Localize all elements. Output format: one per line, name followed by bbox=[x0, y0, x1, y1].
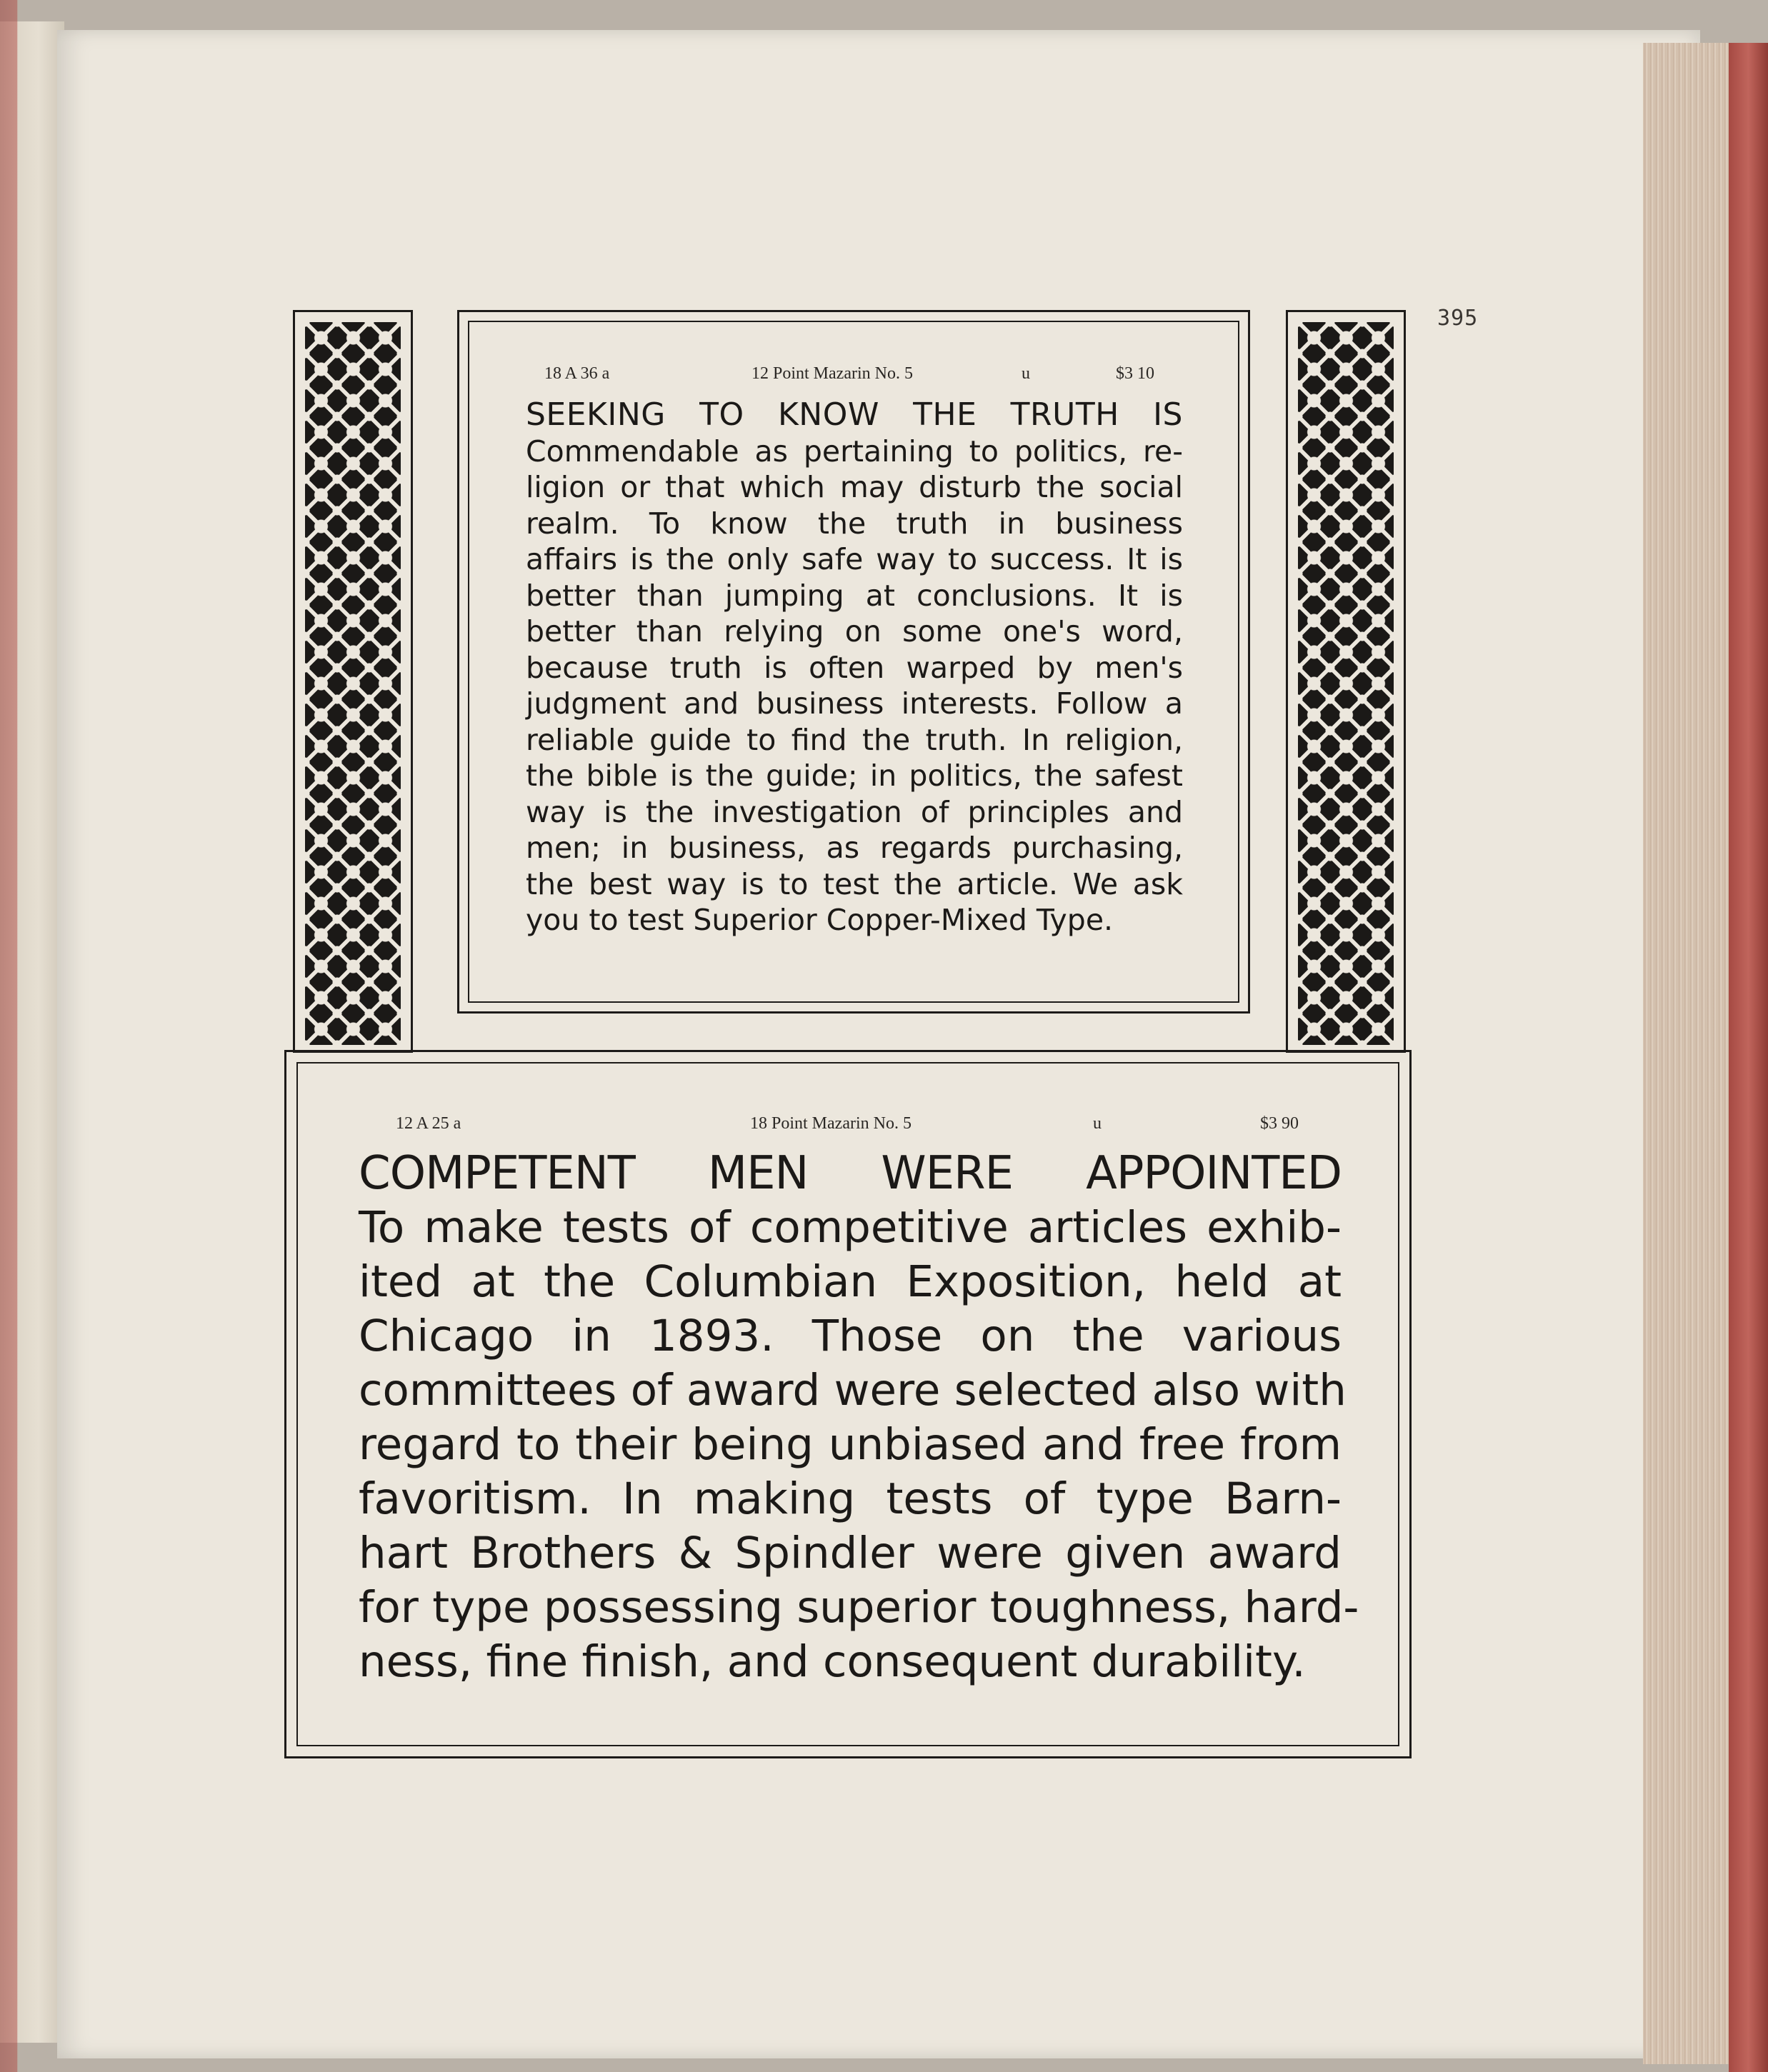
specimen-2-line: COMPETENT MEN WERE APPOINTED bbox=[359, 1147, 1342, 1200]
ornament-border-right bbox=[1286, 310, 1406, 1053]
specimen-1-mark: u bbox=[1022, 364, 1030, 383]
specimen-2-line: hart Brothers & Spindler were given award bbox=[359, 1528, 1342, 1578]
specimen-1-line: reliable guide to find the truth. In religion, bbox=[526, 722, 1183, 757]
specimen-1-line: because truth is often warped by men's bbox=[526, 650, 1183, 685]
specimen-2-mark: u bbox=[1093, 1114, 1102, 1133]
specimen-2-line: for type possessing superior toughness, hard- bbox=[359, 1582, 1359, 1633]
specimen-2-name: 18 Point Mazarin No. 5 bbox=[750, 1114, 912, 1133]
specimen-1-line: the best way is to test the article. We ask bbox=[526, 866, 1183, 901]
specimen-2-price: $3 90 bbox=[1260, 1114, 1299, 1133]
specimen-2-line: ness, fine finish, and consequent durability. bbox=[359, 1636, 1306, 1687]
specimen-1-line: Commendable as pertaining to politics, re- bbox=[526, 434, 1183, 469]
right-cover-edge bbox=[1729, 43, 1768, 2072]
ornament-pattern-left bbox=[305, 322, 401, 1045]
specimen-1-line: better than jumping at conclusions. It is bbox=[526, 578, 1183, 613]
specimen-1-line: the bible is the guide; in politics, the safest bbox=[526, 759, 1183, 793]
page-number: 395 bbox=[1437, 306, 1479, 331]
page-stack-edge bbox=[1643, 43, 1729, 2064]
specimen-1-line: men; in business, as regards purchasing, bbox=[526, 831, 1183, 865]
specimen-1-name: 12 Point Mazarin No. 5 bbox=[751, 364, 913, 383]
specimen-2-line: Chicago in 1893. Those on the various bbox=[359, 1311, 1342, 1361]
specimen-1-line: SEEKING TO KNOW THE TRUTH IS bbox=[526, 396, 1183, 433]
specimen-2-line: ited at the Columbian Exposition, held at bbox=[359, 1256, 1342, 1307]
ornament-border-left bbox=[293, 310, 413, 1053]
specimen-1-sample-text bbox=[526, 397, 1183, 939]
specimen-1-line: better than relying on some one's word, bbox=[526, 614, 1183, 649]
specimen-2-sample-text bbox=[359, 1146, 1359, 1689]
left-cover-edge bbox=[0, 0, 43, 2072]
specimen-2-line: favoritism. In making tests of type Barn- bbox=[359, 1473, 1342, 1524]
specimen-2-line: regard to their being unbiased and free from bbox=[359, 1419, 1342, 1470]
specimen-1-line: way is the investigation of principles and bbox=[526, 794, 1183, 829]
specimen-1-line: you to test Superior Copper-Mixed Type. bbox=[526, 903, 1114, 937]
specimen-1-line: realm. To know the truth in business bbox=[526, 506, 1183, 541]
specimen-1-line: ligion or that which may disturb the social bbox=[526, 470, 1183, 504]
specimen-1-price: $3 10 bbox=[1116, 364, 1154, 383]
ornament-pattern-right bbox=[1298, 322, 1394, 1045]
specimen-1-line: affairs is the only safe way to success. It is bbox=[526, 542, 1183, 576]
specimen-1-quantity: 18 A 36 a bbox=[544, 364, 610, 383]
specimen-1-line: judgment and business interests. Follow a bbox=[526, 686, 1183, 721]
specimen-2-line: To make tests of competitive articles exhib- bbox=[359, 1202, 1342, 1253]
specimen-2-quantity: 12 A 25 a bbox=[396, 1114, 461, 1133]
specimen-2-line: committees of award were selected also with bbox=[359, 1365, 1347, 1416]
